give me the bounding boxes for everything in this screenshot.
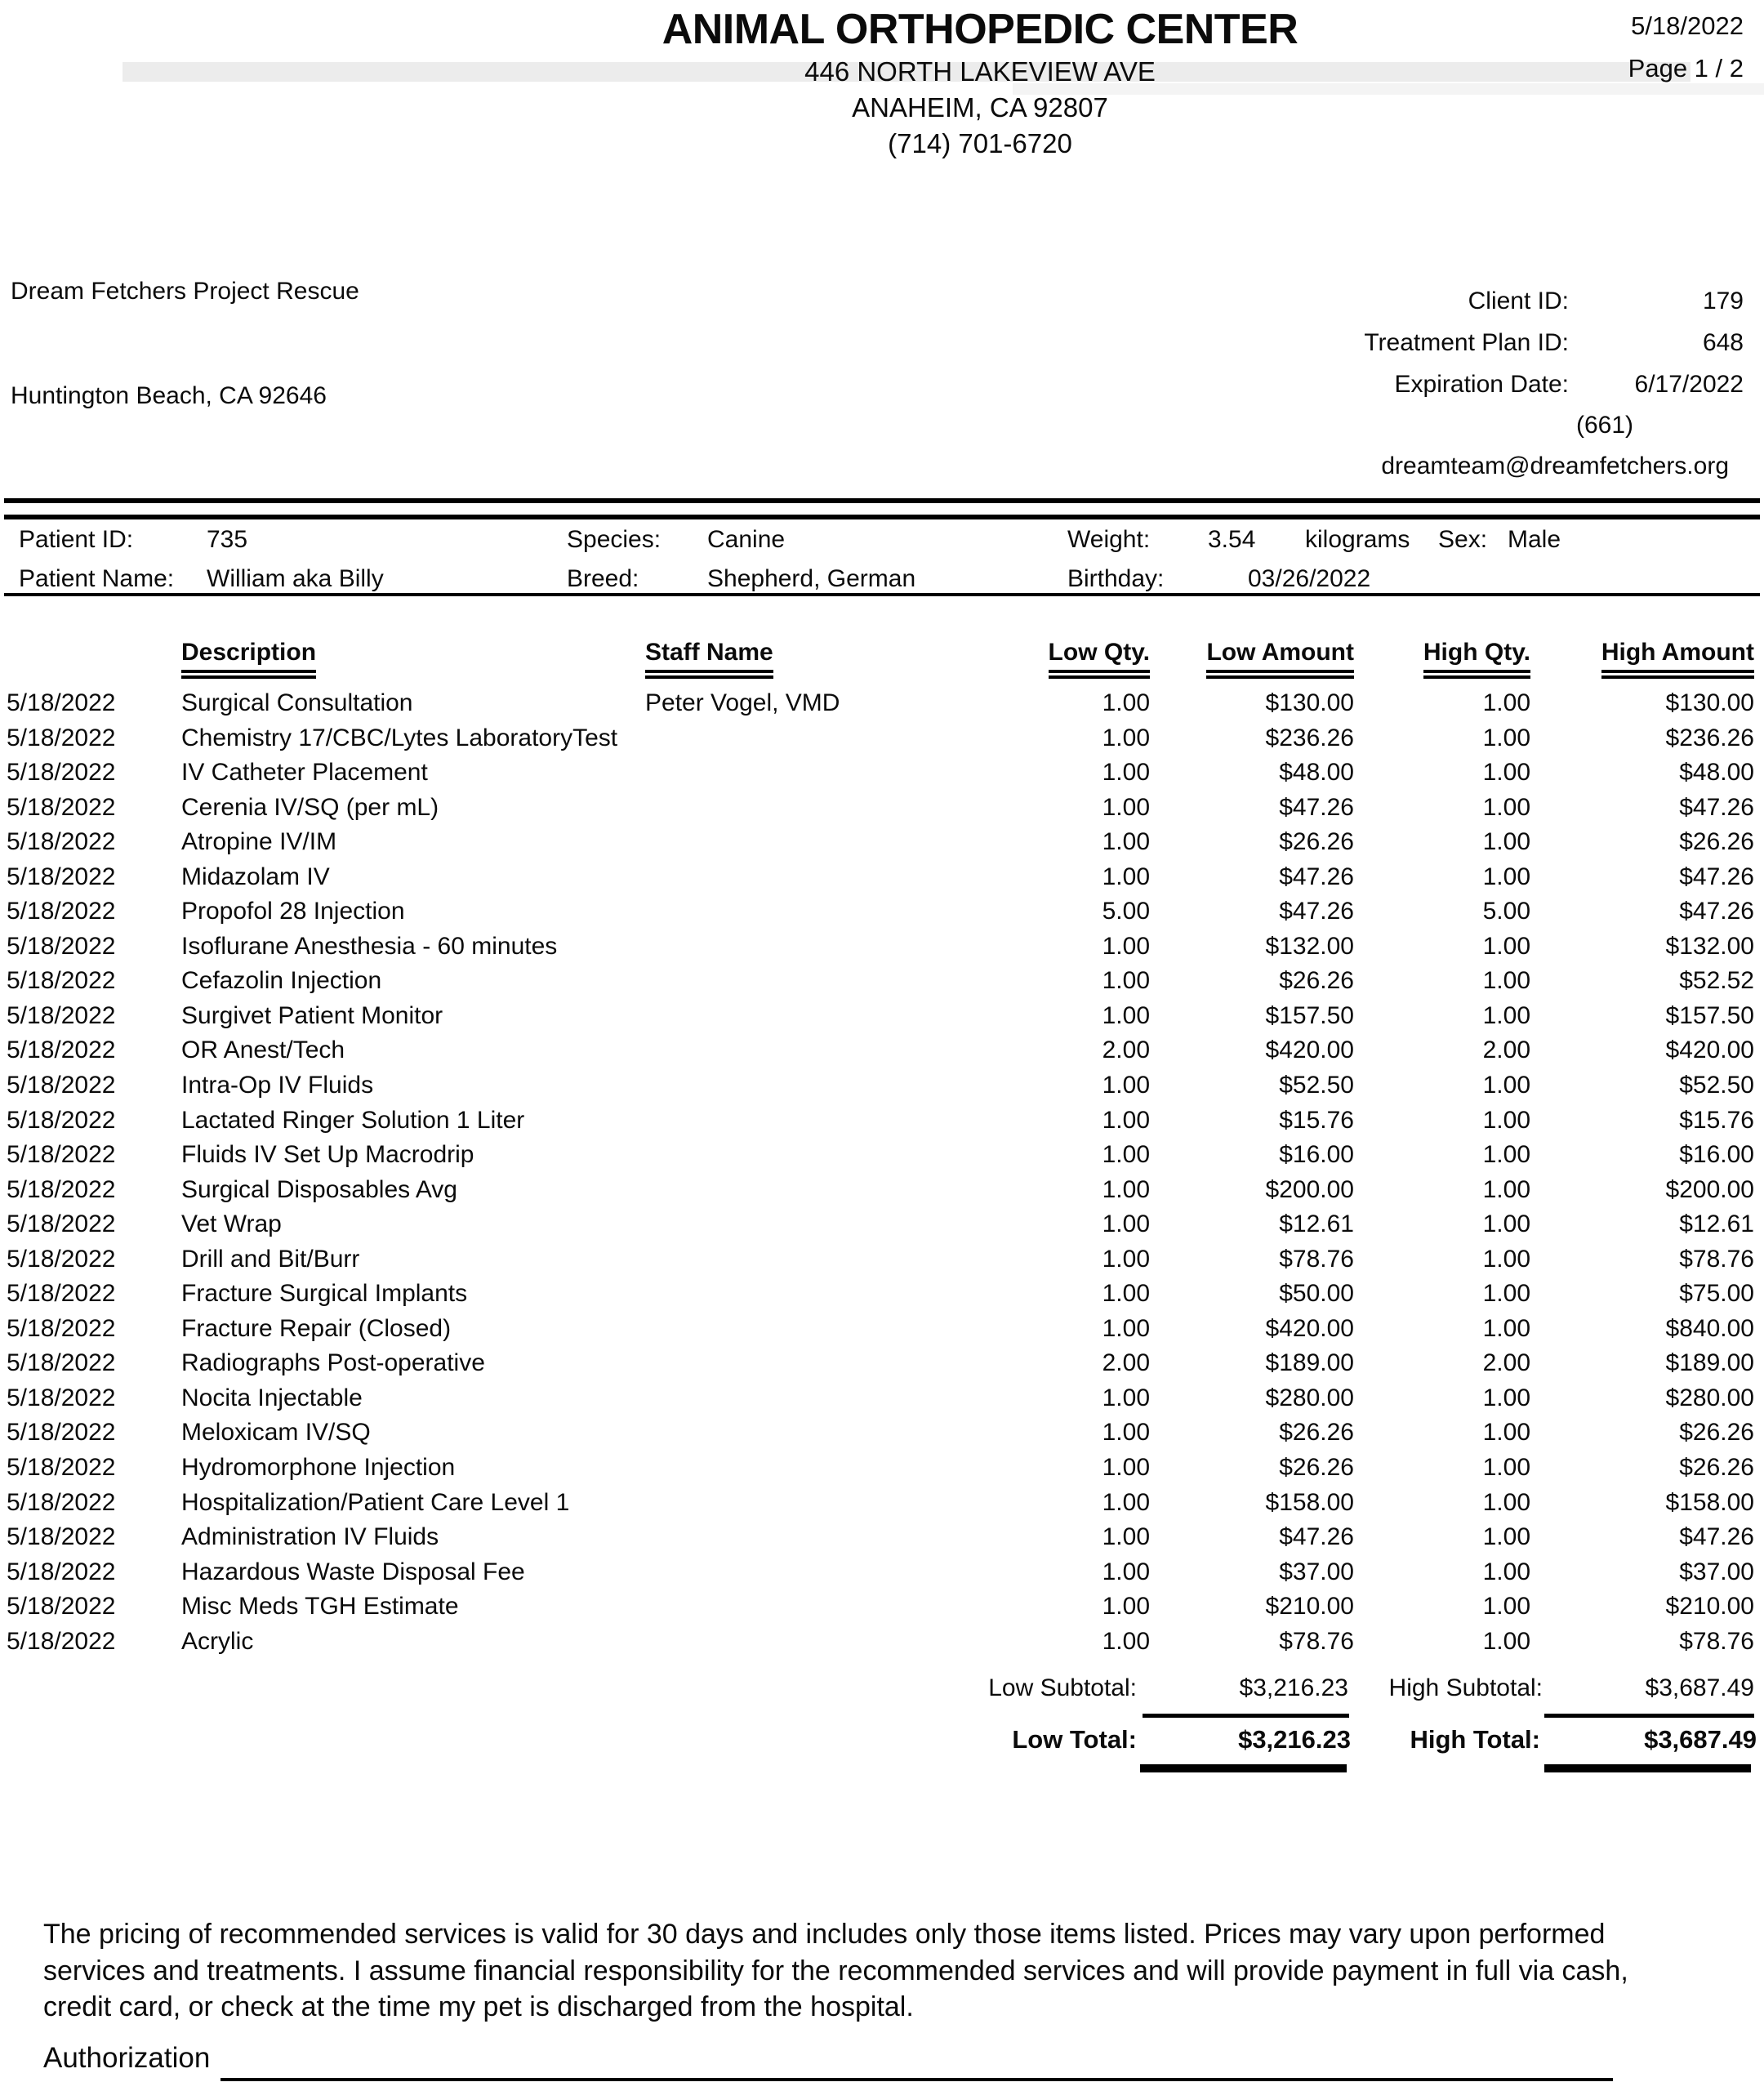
line-item-high-qty: 1.00 (1482, 759, 1530, 787)
line-item-staff (645, 1625, 1009, 1660)
line-item-low-qty: 1.00 (1102, 828, 1150, 856)
line-item-low-amount: $26.26 (1279, 828, 1354, 856)
line-item-high-qty: 1.00 (1482, 724, 1530, 751)
line-item-low-amount: $420.00 (1265, 1314, 1354, 1342)
line-item-high-amount: $47.26 (1679, 1523, 1754, 1551)
line-item-high-amount: $210.00 (1665, 1593, 1754, 1621)
line-item-description: Meloxicam IV/SQ (181, 1419, 371, 1447)
treatment-plan-id-row (1009, 329, 1744, 357)
line-item-high-amount: $47.26 (1679, 793, 1754, 821)
line-item-high-amount: $158.00 (1665, 1488, 1754, 1516)
line-item-high-qty: 1.00 (1482, 1627, 1530, 1655)
low-total-value: $3,216.23 (1238, 1725, 1351, 1754)
low-subtotal-label: Low Subtotal: (988, 1674, 1137, 1701)
line-item-low-qty: 1.00 (1102, 1141, 1150, 1169)
line-item-description: Intra-Op IV Fluids (181, 1072, 374, 1099)
line-item-description: Fracture Repair (Closed) (181, 1314, 452, 1342)
line-item-date: 5/18/2022 (7, 1106, 116, 1134)
line-item-low-amount: $189.00 (1265, 1349, 1354, 1377)
line-item-high-amount: $37.00 (1679, 1558, 1754, 1585)
line-item-low-qty: 1.00 (1102, 1001, 1150, 1029)
line-item-description: IV Catheter Placement (181, 759, 428, 787)
line-item-staff (645, 999, 1009, 1034)
line-item-date: 5/18/2022 (7, 932, 116, 960)
line-item-row (7, 825, 1756, 860)
line-item-row (7, 930, 1756, 965)
line-item-low-qty: 1.00 (1102, 689, 1150, 716)
breed-label: Breed: (567, 565, 639, 592)
line-item-description: Radiographs Post-operative (181, 1349, 485, 1377)
line-item-staff (645, 860, 1009, 895)
high-amount-header: High Amount (1601, 639, 1754, 679)
line-item-low-qty: 5.00 (1102, 898, 1150, 925)
line-item-date: 5/18/2022 (7, 1141, 116, 1169)
line-item-low-amount: $50.00 (1279, 1280, 1354, 1308)
line-item-staff (645, 964, 1009, 999)
line-item-low-qty: 1.00 (1102, 724, 1150, 751)
low-total-label: Low Total: (1012, 1725, 1137, 1754)
line-item-description: Administration IV Fluids (181, 1523, 439, 1551)
line-item-description: Hazardous Waste Disposal Fee (181, 1558, 525, 1585)
treatment-plan-id-value: 648 (1702, 329, 1744, 356)
patient-box-bottom-rule (4, 593, 1760, 596)
line-item-low-qty: 1.00 (1102, 1593, 1150, 1621)
line-item-description: Fluids IV Set Up Macrodrip (181, 1141, 474, 1169)
line-item-low-qty: 1.00 (1102, 1245, 1150, 1273)
line-item-high-qty: 1.00 (1482, 1384, 1530, 1411)
line-item-staff (645, 1068, 1009, 1103)
line-item-low-amount: $47.26 (1279, 793, 1354, 821)
clinic-address-line2: ANAHEIM, CA 92807 (852, 92, 1108, 123)
line-item-low-amount: $78.76 (1279, 1245, 1354, 1273)
line-item-high-amount: $78.76 (1679, 1245, 1754, 1273)
line-item-row (7, 1173, 1756, 1208)
line-items-header (7, 639, 1756, 679)
patient-id-label: Patient ID: (19, 526, 134, 553)
line-item-date: 5/18/2022 (7, 1593, 116, 1621)
line-item-description: Acrylic (181, 1627, 254, 1655)
line-item-date: 5/18/2022 (7, 1627, 116, 1655)
line-item-staff (645, 1103, 1009, 1139)
line-item-high-amount: $236.26 (1665, 724, 1754, 751)
line-item-date: 5/18/2022 (7, 1419, 116, 1447)
line-item-low-qty: 1.00 (1102, 1627, 1150, 1655)
pricing-disclaimer: The pricing of recommended services is valid for 30 days and includes only those items listed. Prices may vary upon performed services and treatments. I assume financial responsibility for the recommended services and will provide payment in full via cash, credit card, or check at the time my pet is discharged from the hospital. (43, 1919, 1628, 2022)
line-item-staff (645, 1173, 1009, 1208)
line-item-high-qty: 1.00 (1482, 689, 1530, 716)
line-item-date: 5/18/2022 (7, 863, 116, 890)
low-subtotal-rule (1143, 1714, 1349, 1718)
line-item-low-qty: 2.00 (1102, 1037, 1150, 1064)
line-item-row (7, 1033, 1756, 1068)
line-item-low-amount: $210.00 (1265, 1593, 1354, 1621)
line-item-low-qty: 1.00 (1102, 1454, 1150, 1482)
line-item-low-amount: $47.26 (1279, 1523, 1354, 1551)
line-item-high-amount: $78.76 (1679, 1627, 1754, 1655)
client-city: Huntington Beach, CA 92646 (11, 382, 327, 409)
patient-row-2 (0, 565, 1764, 603)
line-item-staff (645, 1520, 1009, 1555)
line-item-low-amount: $15.76 (1279, 1106, 1354, 1134)
line-item-row (7, 964, 1756, 999)
line-item-high-amount: $189.00 (1665, 1349, 1754, 1377)
client-phone-partial: (661) (1575, 412, 1633, 439)
line-item-high-amount: $16.00 (1679, 1141, 1754, 1169)
line-item-date: 5/18/2022 (7, 724, 116, 751)
clinic-header (196, 7, 1764, 160)
line-item-description: Lactated Ringer Solution 1 Liter (181, 1106, 525, 1134)
line-item-high-amount: $52.50 (1679, 1072, 1754, 1099)
line-item-low-qty: 1.00 (1102, 967, 1150, 995)
page-number: Page 1 / 2 (1628, 54, 1744, 82)
clinic-name: ANIMAL ORTHOPEDIC CENTER (662, 6, 1298, 53)
birthday-value: 03/26/2022 (1248, 565, 1371, 592)
line-item-date: 5/18/2022 (7, 793, 116, 821)
line-item-low-amount: $16.00 (1279, 1141, 1354, 1169)
line-item-description: Nocita Injectable (181, 1384, 363, 1411)
birthday-label: Birthday: (1067, 565, 1165, 592)
line-item-high-qty: 1.00 (1482, 1314, 1530, 1342)
line-item-date: 5/18/2022 (7, 1314, 116, 1342)
line-item-high-amount: $840.00 (1665, 1314, 1754, 1342)
line-item-high-qty: 1.00 (1482, 1419, 1530, 1447)
line-item-low-amount: $158.00 (1265, 1488, 1354, 1516)
line-item-date: 5/18/2022 (7, 1175, 116, 1203)
line-item-date: 5/18/2022 (7, 1454, 116, 1482)
high-subtotal-value: $3,687.49 (1645, 1674, 1754, 1701)
client-email: dreamteam@dreamfetchers.org (1381, 453, 1729, 479)
line-item-date: 5/18/2022 (7, 1072, 116, 1099)
line-item-date: 5/18/2022 (7, 898, 116, 925)
line-item-low-qty: 1.00 (1102, 1175, 1150, 1203)
line-item-high-qty: 1.00 (1482, 1523, 1530, 1551)
line-item-low-qty: 1.00 (1102, 759, 1150, 787)
line-item-staff (645, 1416, 1009, 1451)
line-item-low-amount: $47.26 (1279, 863, 1354, 890)
line-item-description: Hydromorphone Injection (181, 1454, 456, 1482)
line-item-low-amount: $420.00 (1265, 1037, 1354, 1064)
line-item-low-qty: 1.00 (1102, 932, 1150, 960)
species-label: Species: (567, 526, 662, 553)
line-item-high-qty: 1.00 (1482, 1175, 1530, 1203)
line-item-low-qty: 1.00 (1102, 1210, 1150, 1238)
line-item-row (7, 1555, 1756, 1590)
line-item-low-qty: 1.00 (1102, 1072, 1150, 1099)
line-item-low-qty: 1.00 (1102, 1523, 1150, 1551)
client-name: Dream Fetchers Project Rescue (11, 278, 359, 305)
species-value: Canine (707, 526, 786, 553)
line-item-low-qty: 1.00 (1102, 1558, 1150, 1585)
line-item-staff (645, 1033, 1009, 1068)
line-item-high-amount: $26.26 (1679, 1419, 1754, 1447)
line-item-low-amount: $26.26 (1279, 1419, 1354, 1447)
line-item-row (7, 1451, 1756, 1486)
line-item-row (7, 1242, 1756, 1277)
line-item-row (7, 791, 1756, 826)
description-header: Description (181, 639, 316, 679)
line-item-staff (645, 1486, 1009, 1521)
line-item-high-qty: 1.00 (1482, 1593, 1530, 1621)
line-item-high-amount: $47.26 (1679, 863, 1754, 890)
line-item-high-amount: $200.00 (1665, 1175, 1754, 1203)
line-item-low-amount: $78.76 (1279, 1627, 1354, 1655)
line-item-row (7, 1138, 1756, 1173)
line-item-high-qty: 1.00 (1482, 1488, 1530, 1516)
line-item-date: 5/18/2022 (7, 1210, 116, 1238)
line-item-staff (645, 1277, 1009, 1312)
line-item-low-qty: 1.00 (1102, 793, 1150, 821)
line-item-high-qty: 2.00 (1482, 1349, 1530, 1377)
line-item-high-qty: 1.00 (1482, 1245, 1530, 1273)
weight-unit: kilograms (1305, 526, 1410, 553)
line-item-high-qty: 5.00 (1482, 898, 1530, 925)
low-subtotal-value: $3,216.23 (1239, 1674, 1348, 1701)
line-item-description: Surgical Consultation (181, 689, 413, 716)
line-item-staff (645, 1138, 1009, 1173)
line-item-high-qty: 1.00 (1482, 932, 1530, 960)
patient-id-value: 735 (207, 526, 248, 553)
line-item-date: 5/18/2022 (7, 1384, 116, 1411)
line-item-row (7, 999, 1756, 1034)
line-item-low-amount: $26.26 (1279, 967, 1354, 995)
line-item-high-qty: 1.00 (1482, 1141, 1530, 1169)
line-item-staff (645, 930, 1009, 965)
line-item-high-amount: $12.61 (1679, 1210, 1754, 1238)
line-item-row (7, 721, 1756, 756)
line-item-high-qty: 2.00 (1482, 1037, 1530, 1064)
line-items (7, 686, 1756, 1659)
line-item-staff (645, 825, 1009, 860)
line-item-low-amount: $47.26 (1279, 898, 1354, 925)
low-total-double-rule (1140, 1764, 1347, 1772)
line-item-row (7, 1207, 1756, 1242)
expiration-date-label: Expiration Date: (1394, 371, 1569, 398)
expiration-date-row (1009, 371, 1744, 399)
line-item-low-amount: $48.00 (1279, 759, 1354, 787)
line-item-high-qty: 1.00 (1482, 1001, 1530, 1029)
line-item-high-amount: $26.26 (1679, 828, 1754, 856)
line-item-low-amount: $52.50 (1279, 1072, 1354, 1099)
line-item-description: Fracture Surgical Implants (181, 1280, 468, 1308)
sex-label: Sex: (1438, 526, 1488, 553)
line-item-high-qty: 1.00 (1482, 863, 1530, 890)
line-item-high-amount: $52.52 (1679, 967, 1754, 995)
line-item-description: Drill and Bit/Burr (181, 1245, 360, 1273)
line-item-high-qty: 1.00 (1482, 1280, 1530, 1308)
line-item-date: 5/18/2022 (7, 1280, 116, 1308)
line-item-staff (645, 1207, 1009, 1242)
line-item-low-amount: $130.00 (1265, 689, 1354, 716)
line-item-row (7, 1068, 1756, 1103)
line-item-staff (645, 756, 1009, 791)
line-item-date: 5/18/2022 (7, 1037, 116, 1064)
line-item-low-qty: 1.00 (1102, 1384, 1150, 1411)
date-column-header (7, 639, 181, 679)
line-item-low-amount: $236.26 (1265, 724, 1354, 751)
line-item-low-qty: 1.00 (1102, 1419, 1150, 1447)
line-item-row (7, 1416, 1756, 1451)
line-item-high-qty: 1.00 (1482, 1210, 1530, 1238)
line-item-low-qty: 2.00 (1102, 1349, 1150, 1377)
line-item-high-amount: $75.00 (1679, 1280, 1754, 1308)
line-item-date: 5/18/2022 (7, 1245, 116, 1273)
treatment-plan-id-label: Treatment Plan ID: (1364, 329, 1569, 356)
line-item-high-amount: $26.26 (1679, 1454, 1754, 1482)
line-item-low-amount: $26.26 (1279, 1454, 1354, 1482)
high-subtotal-label: High Subtotal: (1388, 1674, 1543, 1701)
line-item-high-amount: $47.26 (1679, 898, 1754, 925)
patient-box-top-rule (4, 498, 1760, 519)
print-date: 5/18/2022 (1631, 11, 1744, 40)
clinic-phone: (714) 701-6720 (888, 128, 1072, 158)
client-id-row (1009, 288, 1744, 315)
line-item-row (7, 1520, 1756, 1555)
patient-name-label: Patient Name: (19, 565, 175, 592)
line-item-staff (645, 1381, 1009, 1416)
line-item-description: Atropine IV/IM (181, 828, 337, 856)
line-item-description: Vet Wrap (181, 1210, 282, 1238)
line-item-date: 5/18/2022 (7, 1523, 116, 1551)
line-item-description: Isoflurane Anesthesia - 60 minutes (181, 932, 558, 960)
patient-name-value: William aka Billy (207, 565, 384, 592)
line-item-high-qty: 1.00 (1482, 828, 1530, 856)
line-item-row (7, 1277, 1756, 1312)
line-item-staff (645, 721, 1009, 756)
line-item-high-qty: 1.00 (1482, 967, 1530, 995)
line-item-low-qty: 1.00 (1102, 863, 1150, 890)
line-item-staff (645, 894, 1009, 930)
line-item-staff (645, 1555, 1009, 1590)
line-item-low-qty: 1.00 (1102, 1314, 1150, 1342)
line-item-row (7, 1103, 1756, 1139)
line-item-date: 5/18/2022 (7, 967, 116, 995)
high-qty-header: High Qty. (1423, 639, 1530, 679)
line-item-low-amount: $157.50 (1265, 1001, 1354, 1029)
line-item-row (7, 686, 1756, 721)
low-qty-header: Low Qty. (1049, 639, 1150, 679)
line-item-description: Cefazolin Injection (181, 967, 382, 995)
line-item-high-amount: $157.50 (1665, 1001, 1754, 1029)
line-item-description: Hospitalization/Patient Care Level 1 (181, 1488, 570, 1516)
line-item-high-amount: $15.76 (1679, 1106, 1754, 1134)
line-item-date: 5/18/2022 (7, 759, 116, 787)
authorization-signature-line (220, 2078, 1613, 2081)
line-item-staff (645, 1312, 1009, 1347)
line-item-description: Propofol 28 Injection (181, 898, 405, 925)
breed-value: Shepherd, German (707, 565, 916, 592)
line-item-description: OR Anest/Tech (181, 1037, 345, 1064)
line-item-row (7, 894, 1756, 930)
line-item-row (7, 860, 1756, 895)
line-item-low-qty: 1.00 (1102, 1280, 1150, 1308)
sex-value: Male (1508, 526, 1561, 553)
line-item-low-amount: $12.61 (1279, 1210, 1354, 1238)
line-item-staff (645, 1589, 1009, 1625)
line-item-low-amount: $37.00 (1279, 1558, 1354, 1585)
line-item-high-amount: $280.00 (1665, 1384, 1754, 1411)
line-item-row (7, 1346, 1756, 1381)
client-id-value: 179 (1702, 288, 1744, 314)
weight-label: Weight: (1067, 526, 1151, 553)
high-total-double-rule (1544, 1764, 1751, 1772)
high-total-value: $3,687.49 (1644, 1725, 1757, 1754)
line-item-low-amount: $132.00 (1265, 932, 1354, 960)
line-item-high-amount: $48.00 (1679, 759, 1754, 787)
weight-value: 3.54 (1208, 526, 1256, 553)
line-item-high-amount: $420.00 (1665, 1037, 1754, 1064)
high-total-label: High Total: (1410, 1725, 1540, 1754)
line-item-date: 5/18/2022 (7, 1488, 116, 1516)
staff-name-header: Staff Name (645, 639, 773, 679)
authorization-label: Authorization (43, 2042, 211, 2074)
line-item-low-amount: $280.00 (1265, 1384, 1354, 1411)
line-item-low-amount: $200.00 (1265, 1175, 1354, 1203)
line-item-date: 5/18/2022 (7, 689, 116, 716)
line-item-low-qty: 1.00 (1102, 1106, 1150, 1134)
line-item-row (7, 1486, 1756, 1521)
line-item-staff (645, 791, 1009, 826)
line-item-date: 5/18/2022 (7, 828, 116, 856)
expiration-date-value: 6/17/2022 (1634, 371, 1744, 398)
client-id-label: Client ID: (1468, 288, 1569, 314)
line-item-staff (645, 1346, 1009, 1381)
line-item-high-qty: 1.00 (1482, 1072, 1530, 1099)
line-item-description: Misc Meds TGH Estimate (181, 1593, 459, 1621)
line-item-high-amount: $132.00 (1665, 932, 1754, 960)
line-item-high-qty: 1.00 (1482, 1558, 1530, 1585)
high-subtotal-rule (1544, 1714, 1754, 1718)
line-item-description: Chemistry 17/CBC/Lytes LaboratoryTest (181, 724, 618, 751)
line-item-staff: Peter Vogel, VMD (645, 689, 840, 716)
line-item-staff (645, 1242, 1009, 1277)
line-item-staff (645, 1451, 1009, 1486)
line-item-date: 5/18/2022 (7, 1001, 116, 1029)
line-item-description: Midazolam IV (181, 863, 330, 890)
line-item-row (7, 1312, 1756, 1347)
line-item-row (7, 1381, 1756, 1416)
line-item-high-qty: 1.00 (1482, 1454, 1530, 1482)
line-item-row (7, 756, 1756, 791)
line-item-row (7, 1589, 1756, 1625)
patient-row-1 (0, 526, 1764, 564)
line-item-low-qty: 1.00 (1102, 1488, 1150, 1516)
line-item-date: 5/18/2022 (7, 1558, 116, 1585)
clinic-address-line1: 446 NORTH LAKEVIEW AVE (804, 56, 1156, 87)
line-item-high-amount: $130.00 (1665, 689, 1754, 716)
line-item-high-qty: 1.00 (1482, 1106, 1530, 1134)
low-amount-header: Low Amount (1206, 639, 1354, 679)
line-item-date: 5/18/2022 (7, 1349, 116, 1377)
line-item-row (7, 1625, 1756, 1660)
line-item-high-qty: 1.00 (1482, 793, 1530, 821)
line-item-description: Cerenia IV/SQ (per mL) (181, 793, 439, 821)
line-item-description: Surgivet Patient Monitor (181, 1001, 443, 1029)
line-item-description: Surgical Disposables Avg (181, 1175, 457, 1203)
